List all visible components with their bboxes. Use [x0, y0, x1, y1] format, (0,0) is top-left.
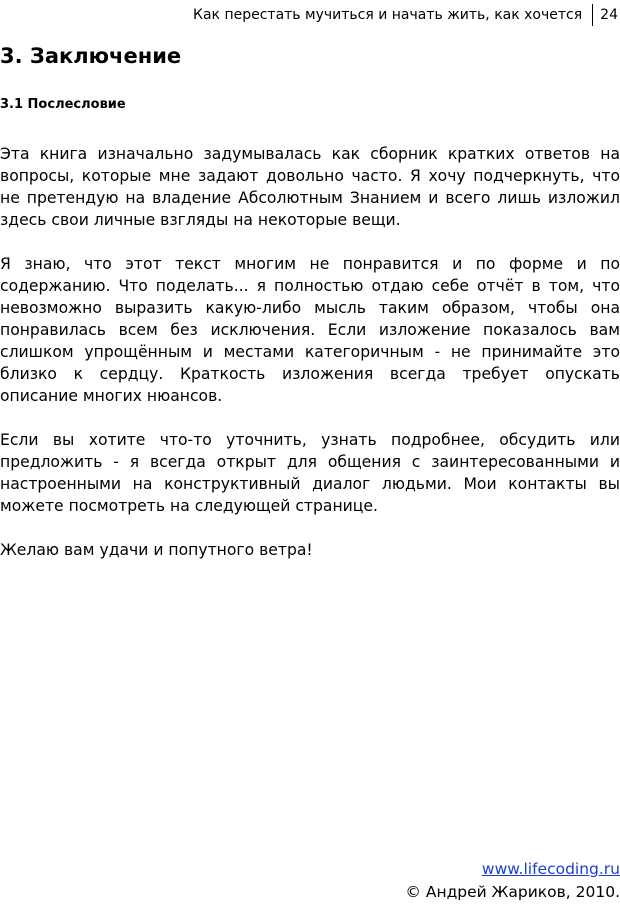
paragraph-3: Если вы хотите что-то уточнить, узнать подробнее, обсудить или предложить - я всегда открыт для общения с заинтересованными и настроенными на конструктивный диалог людьми. Мои контакты вы можете посмотреть на следующей странице. [0, 431, 620, 515]
book-title: Как перестать мучиться и начать жить, как хочется [193, 7, 583, 23]
chapter-title: 3. Заключение [0, 44, 182, 68]
copyright: © Андрей Жариков, 2010. [405, 883, 620, 901]
section-title: 3.1 Послесловие [0, 97, 126, 112]
website-link[interactable]: www.lifecoding.ru [481, 860, 620, 878]
paragraph-4: Желаю вам удачи и попутного ветра! [0, 541, 313, 559]
body-text [0, 143, 620, 583]
paragraph-2: Я знаю, что этот текст многим не понравится и по форме и по содержанию. Что поделать... я полностью отдаю себе отчёт в том, что невозможно выразить какую-либо мысль таким образом, чтобы она понравилась всем без исключения. Если изложение показалось вам слишком упрощённым и местами категоричным - не принимайте это близко к сердцу. Краткость изложения всегда требует опускать описание многих нюансов. [0, 255, 620, 405]
footer [405, 858, 620, 904]
page-number: 24 [592, 4, 620, 26]
paragraph-1: Эта книга изначально задумывалась как сборник кратких ответов на вопросы, которые мне задают довольно часто. Я хочу подчеркнуть, что не претендую на владение Абсолютным Знанием и всего лишь изложил здесь свои личные взгляды на некоторые вещи. [0, 145, 620, 229]
running-header [193, 4, 620, 26]
